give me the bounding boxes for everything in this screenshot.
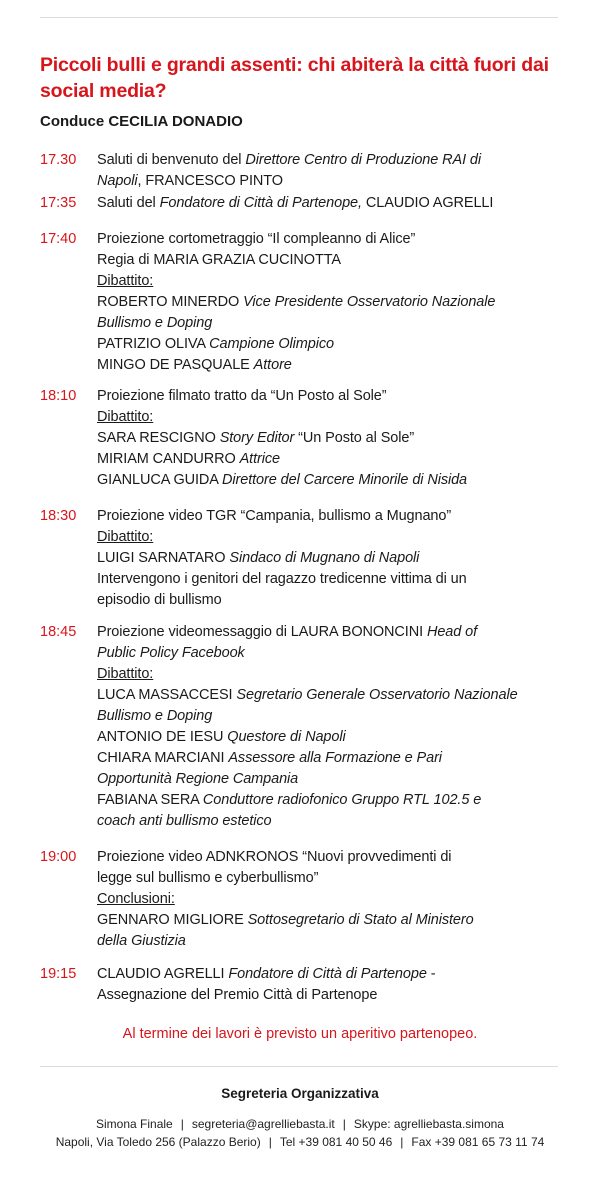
text-segment: GIANLUCA GUIDA <box>97 472 223 488</box>
text-segment: Campione Olimpico <box>209 336 334 352</box>
text-segment: Assessore alla Formazione e Pari <box>228 750 442 766</box>
description-line <box>97 428 567 449</box>
text-segment: CLAUDIO AGRELLI <box>361 195 494 211</box>
text-segment: LUCA MASSACCESI <box>97 687 237 703</box>
slot-description <box>97 229 567 376</box>
text-segment: episodio di bullismo <box>97 592 222 608</box>
description-line <box>97 811 567 832</box>
page-title: Piccoli bulli e grandi assenti: chi abiterà la città fuori dai social media? <box>40 54 549 102</box>
contact-name: Simona Finale <box>96 1117 173 1131</box>
description-line <box>97 964 567 985</box>
slot-time: 19:15 <box>40 966 77 982</box>
text-segment: legge sul bullismo e cyberbullismo” <box>97 870 319 886</box>
text-segment: Saluti del <box>97 195 160 211</box>
slot-description <box>97 386 567 491</box>
description-line <box>97 622 567 643</box>
description-line <box>97 271 567 292</box>
text-segment: della Giustizia <box>97 933 186 949</box>
description-line <box>97 506 567 527</box>
section-label: Conclusioni: <box>97 891 175 907</box>
conductor-line: Conduce CECILIA DONADIO <box>40 113 243 130</box>
section-label: Dibattito: <box>97 409 154 425</box>
text-segment: Story Editor <box>219 430 295 446</box>
text-segment: GENNARO MIGLIORE <box>97 912 248 928</box>
skype-contact[interactable]: Skype: agrelliebasta.simona <box>353 1117 504 1131</box>
closing-note: Al termine dei lavori è previsto un aperitivo partenopeo. <box>122 1026 478 1042</box>
description-line <box>97 985 567 1006</box>
description-line <box>97 727 567 748</box>
description-line <box>97 910 567 931</box>
text-segment: coach anti bullismo estetico <box>97 813 272 829</box>
text-segment: Opportunità Regione Campania <box>97 771 299 787</box>
text-segment: Segretario Generale Osservatorio Nazionale <box>236 687 518 703</box>
text-segment: Head of <box>426 624 478 640</box>
text-segment: , FRANCESCO PINTO <box>137 173 283 189</box>
slot-time: 17:40 <box>40 231 77 247</box>
footer-divider <box>40 1066 558 1067</box>
separator: | <box>180 1117 184 1131</box>
text-segment: ROBERTO MINERDO <box>97 294 244 310</box>
description-line <box>97 292 567 313</box>
footer-address-line <box>0 1134 600 1150</box>
description-line <box>97 790 567 811</box>
section-label: Dibattito: <box>97 666 154 682</box>
text-segment: Proiezione video ADNKRONOS “Nuovi provvedimenti di <box>97 849 452 865</box>
text-segment: CLAUDIO AGRELLI <box>97 966 229 982</box>
description-line <box>97 706 567 727</box>
description-line <box>97 193 567 214</box>
text-segment: Proiezione videomessaggio di LAURA BONONCINI <box>97 624 427 640</box>
description-line <box>97 590 567 611</box>
description-line <box>97 685 567 706</box>
slot-description <box>97 847 567 952</box>
slot-description <box>97 150 567 192</box>
description-line <box>97 407 567 428</box>
text-segment: Proiezione cortometraggio “Il compleanno di Alice” <box>97 231 416 247</box>
slot-description <box>97 964 567 1006</box>
description-line <box>97 250 567 271</box>
text-segment: Direttore Centro di Produzione RAI di <box>245 152 482 168</box>
description-line <box>97 171 567 192</box>
text-segment: Attrice <box>239 451 280 467</box>
description-line <box>97 889 567 910</box>
text-segment: Sindaco di Mugnano di Napoli <box>229 550 420 566</box>
description-line <box>97 643 567 664</box>
text-segment: FABIANA SERA <box>97 792 203 808</box>
text-segment: Proiezione video TGR “Campania, bullismo a Mugnano” <box>97 508 452 524</box>
section-label: Dibattito: <box>97 273 154 289</box>
footer-title: Segreteria Organizzativa <box>221 1086 379 1101</box>
slot-description <box>97 622 567 832</box>
description-line <box>97 569 567 590</box>
section-label: Dibattito: <box>97 529 154 545</box>
fax-number: Fax +39 081 65 73 11 74 <box>411 1135 545 1149</box>
footer-contact-line <box>0 1116 600 1132</box>
description-line <box>97 470 567 491</box>
text-segment: Bullismo e Doping <box>97 315 213 331</box>
description-line <box>97 229 567 250</box>
text-segment: Conduttore radiofonico Gruppo RTL 102.5 e <box>202 792 482 808</box>
text-segment: CHIARA MARCIANI <box>97 750 229 766</box>
slot-time: 19:00 <box>40 849 77 865</box>
slot-time: 18:30 <box>40 508 77 524</box>
slot-time: 18:45 <box>40 624 77 640</box>
text-segment: - <box>426 966 436 982</box>
description-line <box>97 334 567 355</box>
text-segment: Attore <box>253 357 292 373</box>
slot-time: 17.30 <box>40 152 77 168</box>
description-line <box>97 931 567 952</box>
text-segment: Vice Presidente Osservatorio Nazionale <box>243 294 496 310</box>
text-segment: Napoli <box>97 173 138 189</box>
text-segment: Direttore del Carcere Minorile di Nisida <box>222 472 468 488</box>
description-line <box>97 847 567 868</box>
text-segment: LUIGI SARNATARO <box>97 550 230 566</box>
text-segment: “Un Posto al Sole” <box>294 430 415 446</box>
text-segment: Bullismo e Doping <box>97 708 213 724</box>
text-segment: PATRIZIO OLIVA <box>97 336 210 352</box>
text-segment: MIRIAM CANDURRO <box>97 451 240 467</box>
address: Napoli, Via Toledo 256 (Palazzo Berio) <box>55 1135 261 1149</box>
text-segment: Proiezione filmato tratto da “Un Posto al Sole” <box>97 388 387 404</box>
description-line <box>97 150 567 171</box>
description-line <box>97 386 567 407</box>
description-line <box>97 868 567 889</box>
text-segment: Sottosegretario di Stato al Ministero <box>247 912 474 928</box>
slot-time: 17:35 <box>40 195 77 211</box>
text-segment: Questore di Napoli <box>227 729 346 745</box>
description-line <box>97 313 567 334</box>
description-line <box>97 769 567 790</box>
text-segment: SARA RESCIGNO <box>97 430 220 446</box>
text-segment: Fondatore di Città di Partenope <box>228 966 427 982</box>
text-segment: Fondatore di Città di Partenope, <box>159 195 362 211</box>
description-line <box>97 748 567 769</box>
slot-time: 18:10 <box>40 388 77 404</box>
phone-number[interactable]: Tel +39 081 40 50 46 <box>279 1135 393 1149</box>
description-line <box>97 527 567 548</box>
description-line <box>97 548 567 569</box>
text-segment: ANTONIO DE IESU <box>97 729 228 745</box>
description-line <box>97 355 567 376</box>
separator: | <box>400 1135 404 1149</box>
email-link[interactable]: segreteria@agrelliebasta.it <box>191 1117 335 1131</box>
text-segment: Saluti di benvenuto del <box>97 152 246 168</box>
description-line <box>97 449 567 470</box>
text-segment: Assegnazione del Premio Città di Partenope <box>97 987 378 1003</box>
description-line <box>97 664 567 685</box>
text-segment: Intervengono i genitori del ragazzo tredicenne vittima di un <box>97 571 467 587</box>
text-segment: Public Policy Facebook <box>97 645 245 661</box>
separator: | <box>268 1135 272 1149</box>
slot-description <box>97 193 567 214</box>
top-divider <box>40 17 558 18</box>
text-segment: MINGO DE PASQUALE <box>97 357 254 373</box>
separator: | <box>342 1117 346 1131</box>
slot-description <box>97 506 567 611</box>
text-segment: Regia di MARIA GRAZIA CUCINOTTA <box>97 252 341 268</box>
